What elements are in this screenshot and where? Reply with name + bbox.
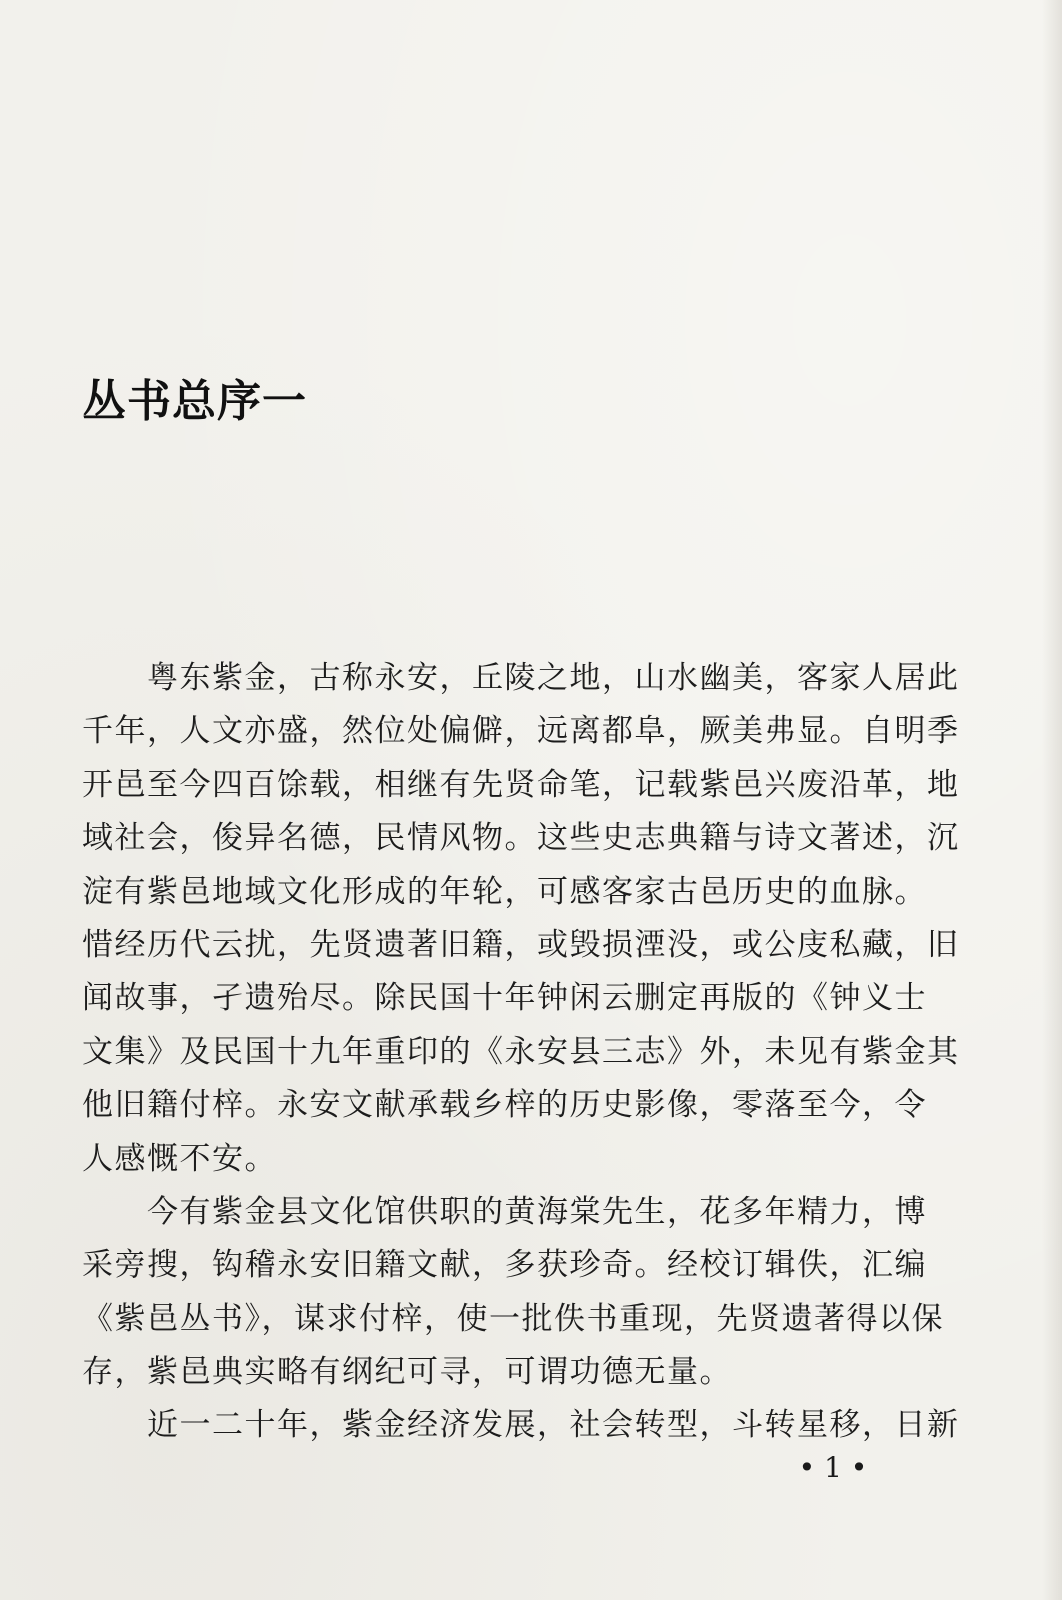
text-line: 他旧籍付梓。永安文献承载乡梓的历史影像，零落至今，令 — [82, 1087, 927, 1124]
text-line: 开邑至今四百馀载，相继有先贤命笔，记载紫邑兴废沿革，地 — [82, 766, 960, 803]
page-title: 丛书总序一 — [82, 376, 307, 427]
text-line: 闻故事，孑遗殆尽。除民国十年钟闲云删定再版的《钟义士 — [82, 980, 927, 1017]
text-line: 淀有紫邑地域文化形成的年轮，可感客家古邑历史的血脉。 — [82, 873, 927, 910]
page-edge-shadow — [1042, 0, 1062, 1600]
text-line: 今有紫金县文化馆供职的黄海棠先生，花多年精力，博 — [82, 1193, 927, 1230]
text-line: 采旁搜，钩稽永安旧籍文献，多获珍奇。经校订辑佚，汇编 — [82, 1247, 927, 1284]
text-line: 近一二十年，紫金经济发展，社会转型，斗转星移，日新 — [82, 1407, 960, 1444]
text-line: 粤东紫金，古称永安，丘陵之地，山水幽美，客家人居此 — [82, 660, 960, 696]
text-line: 惜经历代云扰，先贤遗著旧籍，或毁损湮没，或公庋私藏，旧 — [82, 926, 960, 963]
text-line: 千年，人文亦盛，然位处偏僻，远离都阜，厥美弗显。自明季 — [82, 713, 960, 750]
text-line: 《紫邑丛书》，谋求付梓，使一批佚书重现，先贤遗著得以保 — [82, 1300, 944, 1337]
page-number: • 1 • — [798, 1451, 868, 1484]
body-text — [82, 652, 960, 1453]
text-line: 存，紫邑典实略有纲纪可寻，可谓功德无量。 — [82, 1354, 732, 1391]
text-line: 文集》及民国十九年重印的《永安县三志》外，未见有紫金其 — [82, 1033, 960, 1070]
text-line: 人感慨不安。 — [82, 1140, 277, 1177]
text-line: 域社会，俊异名德，民情风物。这些史志典籍与诗文著述，沉 — [82, 820, 960, 857]
